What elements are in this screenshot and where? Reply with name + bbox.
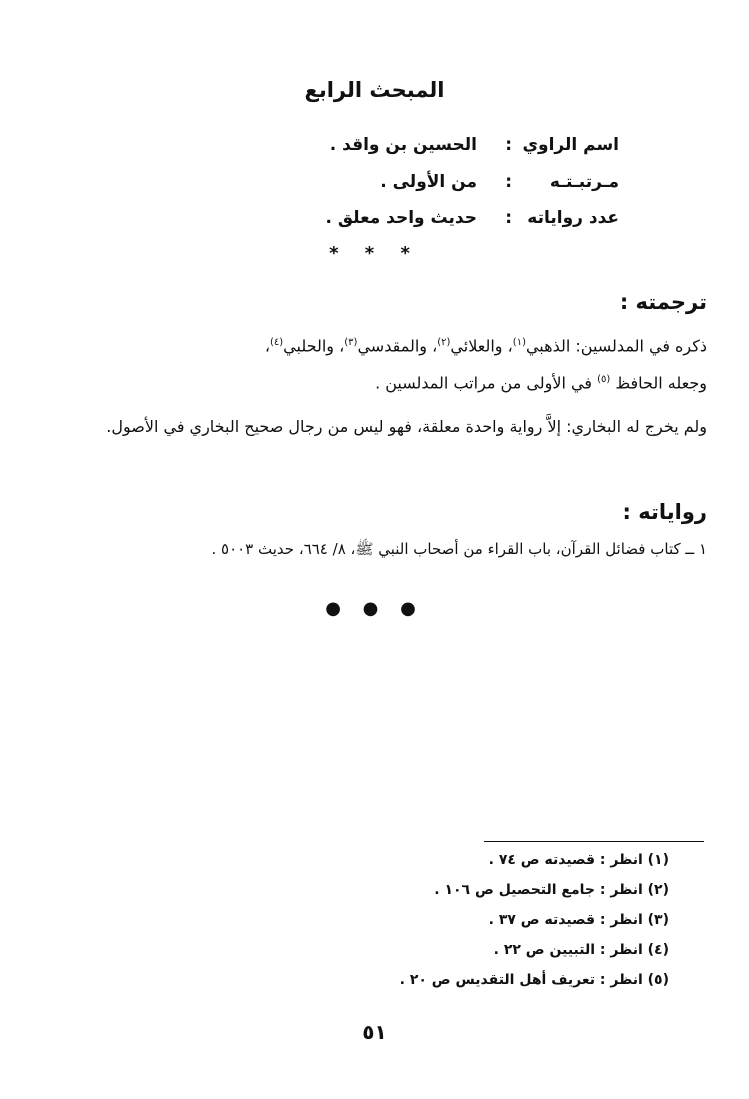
narrations-heading: رواياته : [622, 500, 707, 524]
biography-paragraph-2: ولم يخرج له البخاري: إلاَّ رواية واحدة معلقة، فهو ليس من رجال صحيح البخاري في الأصول. [106, 417, 707, 436]
star-divider: * * * [329, 243, 420, 264]
biography-line-2 [39, 363, 707, 400]
text-run: ذكره في المدلسين: الذهبي [525, 336, 707, 356]
biography-paragraph-1 [39, 326, 707, 401]
footnote-text: انظر : التبيين ص ٢٢ . [493, 942, 643, 958]
section-title: المبحث الرابع [304, 78, 445, 102]
footnote-4 [494, 942, 669, 958]
text-run: ، والعلائي [450, 336, 513, 356]
footnote-1 [489, 852, 669, 868]
footnote-number: (٥) [647, 972, 669, 988]
text-run: ، [264, 336, 270, 356]
info-separator: : [505, 208, 512, 228]
info-value: حديث واحد معلق . [325, 208, 477, 228]
footnote-ref: (٥) [597, 374, 611, 386]
footnote-3 [489, 912, 669, 928]
footnote-ref: (٣) [344, 337, 358, 348]
biography-heading: ترجمته : [619, 290, 707, 314]
dot-divider: ● ● ● [325, 598, 424, 619]
footnote-number: (٢) [647, 882, 669, 898]
info-row-rank [119, 172, 619, 204]
text-run: وجعله الحافظ [615, 373, 707, 393]
text-run: في الأولى من مراتب المدلسين . [375, 373, 592, 393]
info-value: الحسين بن واقد . [329, 135, 477, 155]
footnote-text: انظر : قصيدته ص ٣٧ . [488, 912, 643, 928]
footnote-number: (٣) [647, 912, 669, 928]
page-number: ٥١ [362, 1020, 387, 1044]
info-value: من الأولى . [380, 172, 477, 192]
footnote-ref: (١) [512, 337, 526, 348]
text-run: ، والحلبي [283, 336, 345, 356]
footnote-ref: (٤) [269, 337, 284, 348]
text-run: ، والمقدسي [357, 336, 438, 356]
footnote-text: انظر : جامع التحصيل ص ١٠٦ . [434, 882, 643, 898]
footnote-5 [400, 972, 669, 988]
info-label: اسم الراوي [522, 135, 619, 155]
footnote-number: (١) [647, 852, 669, 868]
biography-line-1 [39, 326, 707, 363]
footnote-text: انظر : قصيدته ص ٧٤ . [488, 852, 643, 868]
info-row-count [119, 208, 619, 240]
info-separator: : [505, 172, 512, 192]
footnote-rule [484, 841, 704, 842]
footnote-2 [434, 882, 669, 898]
info-separator: : [505, 135, 512, 155]
narration-item: ١ ــ كتاب فضائل القرآن، باب القراء من أصحاب النبي ﷺ، ٨/ ٦٦٤، حديث ٥٠٠٣ . [211, 540, 707, 558]
info-label: مـرتبـتـه [549, 172, 619, 192]
footnote-ref: (٢) [437, 337, 451, 348]
info-label: عدد رواياته [527, 208, 619, 228]
info-row-narrator [119, 135, 619, 167]
footnote-text: انظر : تعريف أهل التقديس ص ٢٠ . [399, 972, 643, 988]
footnote-number: (٤) [647, 942, 669, 958]
